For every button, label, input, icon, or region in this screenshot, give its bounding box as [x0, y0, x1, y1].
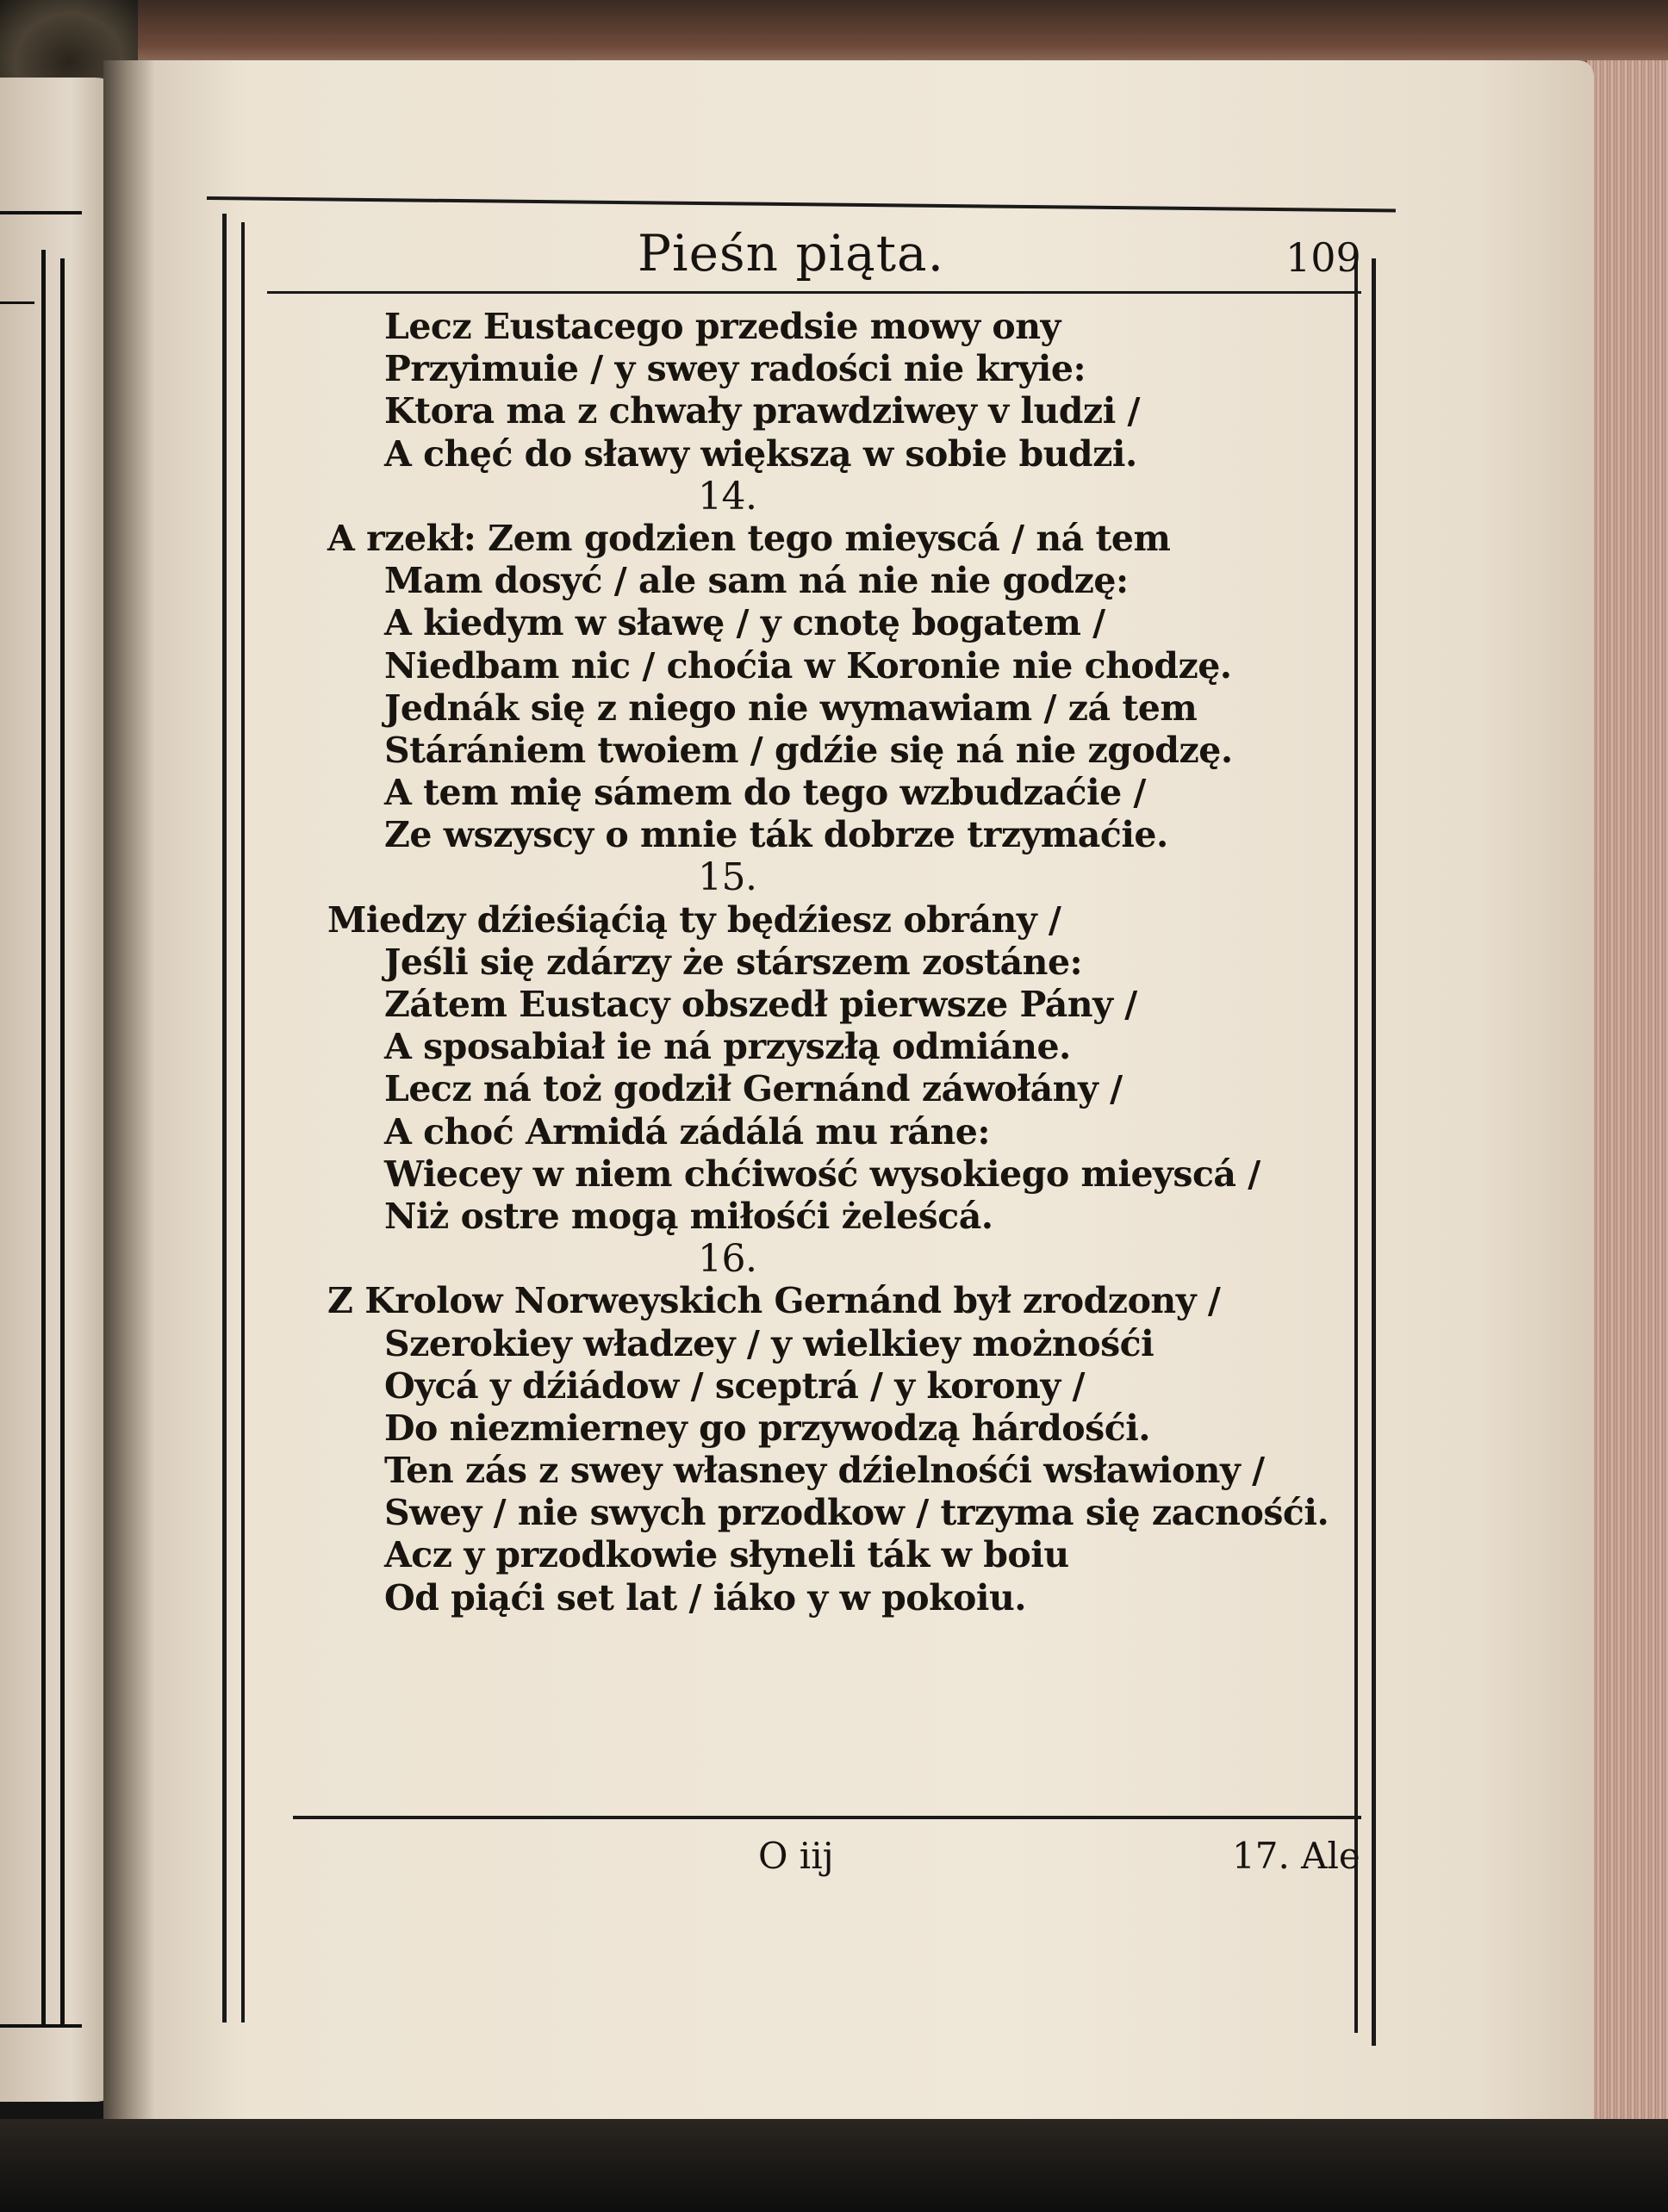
- verse-line: Lecz Eustacego przedsie mowy ony: [384, 306, 1061, 347]
- frame-left-rule-outer: [222, 214, 227, 2022]
- signature-mark: O iij: [758, 1835, 834, 1877]
- verse-line: Ze wszyscy o mnie ták dobrze trzymaćie.: [384, 814, 1168, 856]
- verse-line: A sposabiał ie ná przyszłą odmiáne.: [384, 1026, 1071, 1068]
- verse-line: Do niezmierney go przywodzą hárdośći.: [384, 1407, 1151, 1449]
- page-number: 109: [1285, 234, 1361, 281]
- verse-line: Stárániem twoiem / gdźie się ná nie zgodzę.: [384, 729, 1233, 771]
- verse-line: Ktora ma z chwały prawdziwey v ludzi /: [384, 390, 1141, 432]
- verse-line: Z Krolow Norweyskich Gernánd był zrodzony /: [327, 1280, 1221, 1322]
- verse-line: A choć Armidá zádálá mu ráne:: [384, 1110, 990, 1153]
- verse-line: A kiedym w sławę / y cnotę bogatem /: [384, 602, 1105, 644]
- header-underline-rule: [267, 291, 1361, 294]
- stanza-number: 14.: [698, 474, 757, 519]
- verse-line: Jeśli się zdárzy że stárszem zostáne:: [384, 941, 1083, 983]
- verse-line: Szerokiey władzey / y wielkiey możnośći: [384, 1322, 1155, 1364]
- left-page-rule-short: [0, 301, 34, 304]
- left-page-rule-outer: [41, 250, 46, 2024]
- verse-line: A tem mię sámem do tego wzbudzaćie /: [384, 772, 1146, 814]
- verse-line: Miedzy dźieśiąćią ty będźiesz obrány /: [327, 898, 1061, 941]
- verse-line: Acz y przodkowie słyneli ták w boiu: [384, 1534, 1069, 1576]
- verse-line: Mam dosyć / ale sam ná nie nie godzę:: [384, 560, 1129, 602]
- left-page-rule-inner: [60, 258, 65, 2024]
- verse-line: Lecz ná toż godził Gernánd záwołány /: [384, 1068, 1123, 1110]
- stanza-number: 16.: [698, 1237, 757, 1282]
- frame-bottom-rule: [293, 1816, 1361, 1819]
- book-gutter: [103, 60, 155, 2145]
- verse-line: Ten zás z swey własney dźielnośći wsławiony /: [384, 1450, 1265, 1492]
- verse-line: Niedbam nic / choćia w Koronie nie chodzę.: [384, 644, 1232, 687]
- catchword: 17. Ale: [1232, 1835, 1360, 1877]
- verse-line: Wiecey w niem chćiwość wysokiego mieyscá /: [384, 1153, 1260, 1195]
- verse-line: Swey / nie swych przodkow / trzyma się zacnośći.: [384, 1492, 1329, 1534]
- verse-line: Jednák się z niego nie wymawiam / zá tem: [384, 687, 1198, 729]
- verse-line: A rzekł: Zem godzien tego mieyscá / ná tem: [327, 517, 1171, 559]
- left-page-top-rule: [0, 211, 82, 214]
- verse-line: Niż ostre mogą miłośći żeleścá.: [384, 1195, 993, 1237]
- stanza-number: 15.: [698, 855, 757, 900]
- verse-line: Oycá y dźiádow / sceptrá / y korony /: [384, 1364, 1085, 1407]
- page-title: Pieśn piąta.: [638, 224, 945, 283]
- verse-body: [327, 306, 1361, 1619]
- verse-line: A chęć do sławy większą w sobie budzi.: [384, 432, 1137, 475]
- page-edges: [1585, 60, 1668, 2162]
- left-page-bottom-rule: [0, 2024, 82, 2028]
- book-bottom-shadow: [0, 2119, 1668, 2212]
- frame-left-rule-inner: [241, 222, 245, 2022]
- verse-line: Od piąći set lat / iáko y w pokoiu.: [384, 1576, 1027, 1619]
- verse-line: Przyimuie / y swey radości nie kryie:: [384, 348, 1086, 390]
- verse-line: Zátem Eustacy obszedł pierwsze Pány /: [384, 984, 1137, 1025]
- frame-right-rule-outer: [1372, 258, 1376, 2046]
